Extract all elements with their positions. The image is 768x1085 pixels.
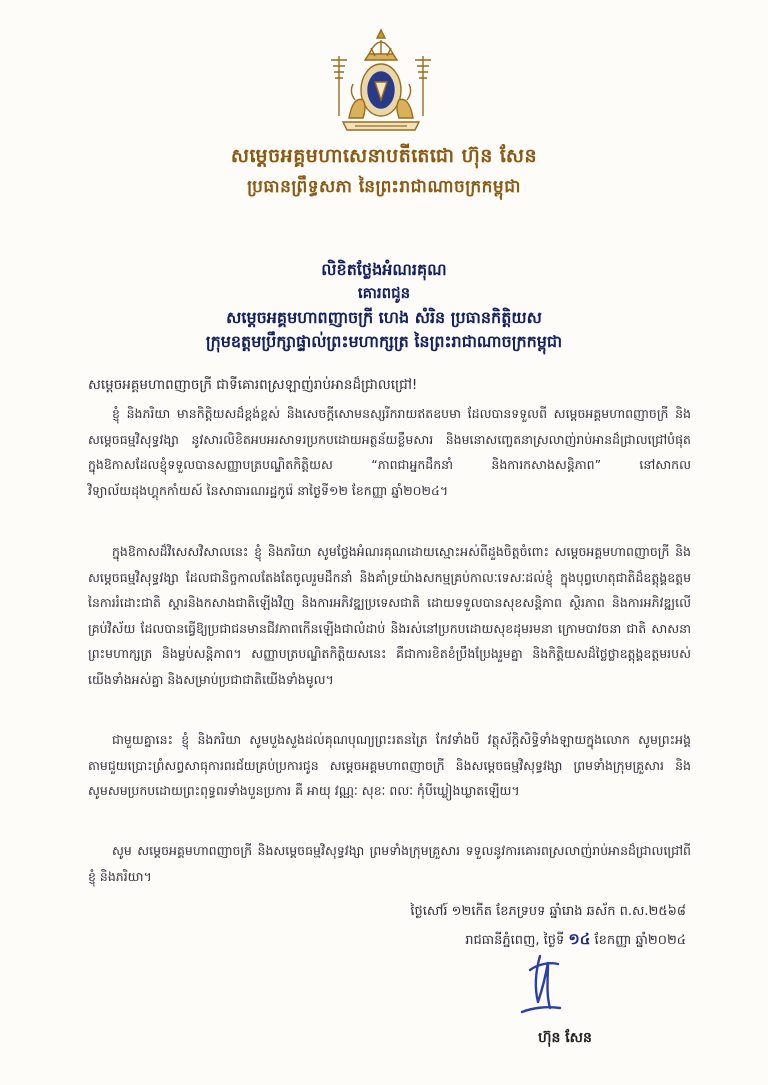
signatory-name: ហ៊ុន សែន: [538, 1030, 592, 1046]
sender-position: ប្រធានព្រឹទ្ធសភា នៃព្រះរាជាណាចក្រកម្ពុជា: [247, 177, 521, 197]
solar-date: [465, 930, 686, 952]
royal-coat-of-arms-icon: [319, 26, 443, 138]
addressee-respect-line: គោរពជូន: [357, 284, 411, 302]
salutation: សម្ដេចអគ្គមហាពញាចក្រី ជាទីគោរពស្រឡាញ់រាប់អានដ៏ជ្រាលជ្រៅ!: [88, 377, 418, 393]
solar-date-suffix: ខែកញ្ញា ឆ្នាំ២០២៤: [594, 933, 686, 948]
letter-title: លិខិតថ្លែងអំណរគុណ: [321, 260, 447, 279]
addressee-institution: ក្រុមឧត្តមប្រឹក្សាផ្ទាល់ព្រះមហាក្សត្រ នៃព្រះរាជាណាចក្រកម្ពុជា: [205, 332, 563, 351]
body-paragraph-1: ខ្ញុំ និងភរិយា មានកិត្តិយសដ៏ខ្ពង់ខ្ពស់ និងសេចក្ដីសោមនស្សរីករាយឥតឧបមា ដែលបានទទួលពី សម្ដេចអគ្គមហាពញាចក្រី និងសម្ដេចធម្មវិសុទ្ធវង្សា នូវសារលិខិតអបអរសាទរប្រកបដោយអត្ថន័យខ្លឹមសារ និងមនោសញ្ចេតនាស្រលាញ់រាប់អានដ៏ជ្រាលជ្រៅបំផុត ក្នុងឱកាសដែលខ្ញុំទទួលបានសញ្ញាបត្របណ្ឌិតកិត្តិយស “ភាពជាអ្នកដឹកនាំ និងការកសាងសន្តិភាព” នៅសាកលវិទ្យាល័យដុងហ្គុកកាំយស៍ នៃសាធារណរដ្ឋកូរ៉េ នាថ្ងៃទី១២ ខែកញ្ញា ឆ្នាំ២០២៤។: [88, 406, 691, 498]
solar-date-day: ១៤: [568, 930, 591, 948]
solar-date-prefix: រាជធានីភ្នំពេញ, ថ្ងៃទី: [465, 933, 565, 948]
body-paragraph-2: ក្នុងឱកាសដ៏វិសេសវិសាលនេះ ខ្ញុំ និងភរិយា សូមថ្លែងអំណរគុណដោយស្មោះអស់ពីដួងចិត្តចំពោះ សម្ដេចអគ្គមហាពញាចក្រី និងសម្ដេចធម្មវិសុទ្ធវង្សា ដែលជានិច្ចកាលតែងតែចូលរួមដឹកនាំ និងគាំទ្រយ៉ាងសកម្មគ្រប់កាលៈទេសៈដល់ខ្ញុំ ក្នុងបុព្វហេតុជាតិដ៏ឧត្ដុង្គឧត្ដមនៃការរំដោះជាតិ ស្តារនិងកសាងជាតិឡើងវិញ និងការអភិវឌ្ឍប្រទេសជាតិ ដោយទទួលបានសុខសន្តិភាព ស្ថិរភាព និងការអភិវឌ្ឍលើគ្រប់វិស័យ ដែលបានធ្វើឱ្យប្រជាជនមានជីវភាពកើនឡើងជាលំដាប់ និងរស់នៅប្រកបដោយសុខដុមរមនា ក្រោមបាវចនា ជាតិ សាសនា ព្រះមហាក្សត្រ និងម្លប់សន្តិភាព។ សញ្ញាបត្របណ្ឌិតកិត្តិយសនេះ គឺជាការខិតខំប្រឹងប្រែងរួមគ្នា និងកិត្តិយសដ៏ថ្លៃថ្លាឧត្ដុង្គឧត្ដមរបស់យើងទាំងអស់គ្នា និងសម្រាប់ប្រជាជាតិយើងទាំងមូល។: [88, 544, 691, 687]
body-paragraph-4: សូម សម្ដេចអគ្គមហាពញាចក្រី និងសម្ដេចធម្មវិសុទ្ធវង្សា ព្រមទាំងក្រុមគ្រួសារ ទទួលនូវការគោរពស្រលាញ់រាប់អានដ៏ជ្រាលជ្រៅពីខ្ញុំ និងភរិយា។: [88, 843, 691, 884]
body-paragraph-3: ជាមួយគ្នានេះ ខ្ញុំ និងភរិយា សូមបួងសួងដល់គុណបុណ្យព្រះរតនត្រៃ កែវទាំងបី វត្ថុស័ក្តិសិទ្ធិទាំងឡាយក្នុងលោក សូមព្រះអង្គតាមជួយប្រោះព្រំសព្វសាធុការពរជ័យគ្រប់ប្រការជូន សម្ដេចអគ្គមហាពញាចក្រី និងសម្ដេចធម្មវិសុទ្ធវង្សា ព្រមទាំងក្រុមគ្រួសារ និងសូមសមប្រកបដោយព្រះពុទ្ធពរទាំងបួនប្រការ គឺ អាយុ វណ្ណៈ សុខៈ ពលៈ កុំបីឃ្លៀងឃ្លាតឡើយ។: [88, 732, 691, 798]
sender-title: សម្ដេចអគ្គមហាសេនាបតីតេជោ ហ៊ុន សែន: [230, 145, 538, 167]
addressee-name: សម្ដេចអគ្គមហាពញាចក្រី ហេង សំរិន ប្រធានកិត្តិយស: [226, 308, 542, 327]
handwritten-signature-icon: [512, 950, 572, 1020]
lunar-date: ថ្ងៃសៅរ៍ ១២កើត ខែភទ្របទ ឆ្នាំរោង ឆស័ក ព.ស.២៥៦៨: [410, 904, 686, 919]
